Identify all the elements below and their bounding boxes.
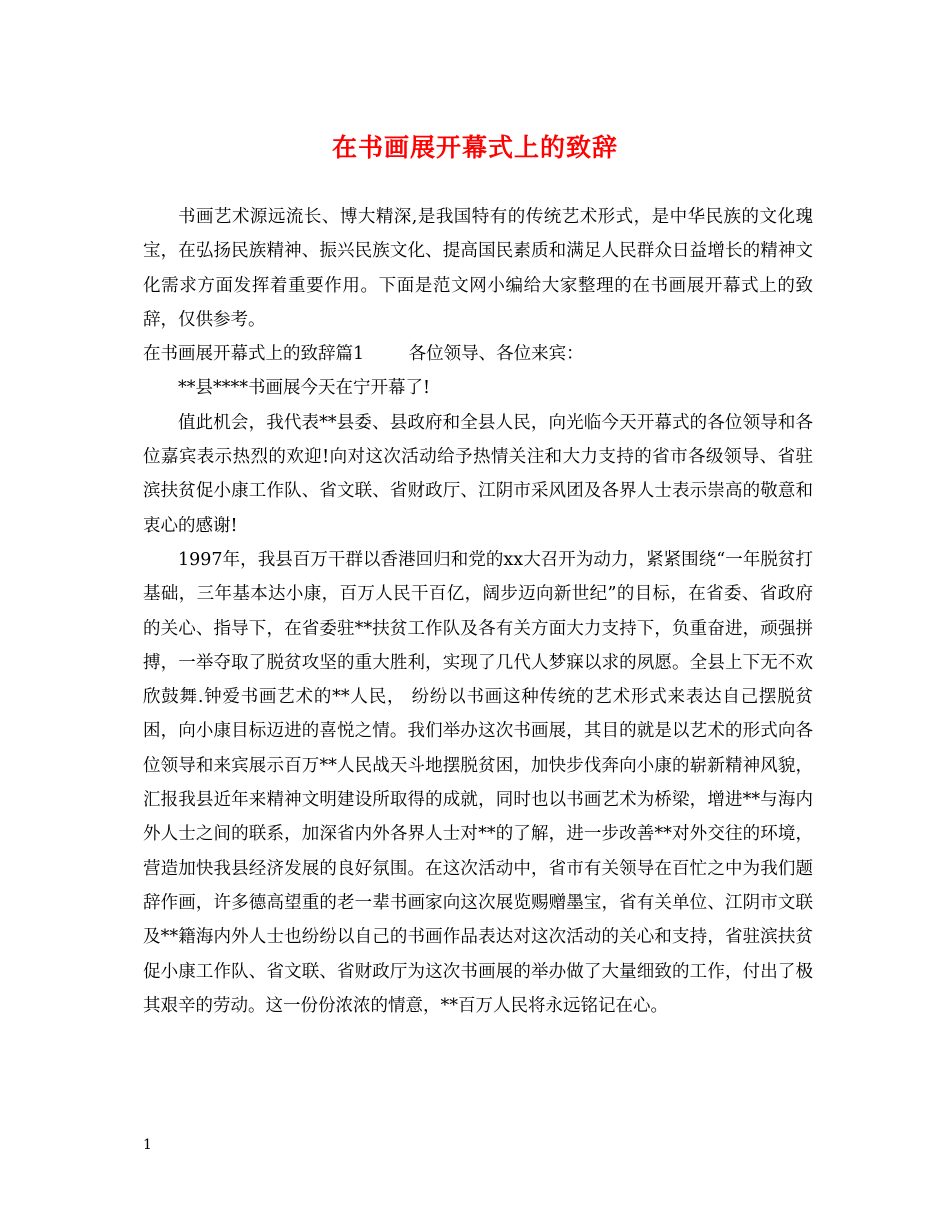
document-body: [143, 200, 813, 1023]
body-paragraph: 值此机会，我代表**县委、县政府和全县人民，向光临今天开幕式的各位领导和各位嘉宾表示热烈的欢迎!向对这次活动给予热情关注和大力支持的省市各级领导、省驻滨扶贫促小康工作队、省文联、省财政厅、江阴市采风团及各界人士表示崇高的敬意和衷心的感谢!: [143, 412, 813, 536]
body-paragraph: **县****书画展今天在宁开幕了!: [178, 378, 431, 399]
page-number: 1: [143, 1137, 152, 1153]
body-paragraph: 1997年，我县百万干群以香港回归和党的xx大召开为动力，紧紧围绕“一年脱贫打基础，三年基本达小康，百万人民干百亿，阔步迈向新世纪”的目标，在省委、省政府的关心、指导下，在省委驻**扶贫工作队及各有关方面大力支持下，负重奋进，顽强拼搏，一举夺取了脱贫攻坚的重大胜利，实现了几代人梦寐以求的夙愿。全县上下无不欢欣鼓舞.钟爱书画艺术的**人民， 纷纷以书画这种传统的艺术形式来表达自己摆脱贫困，向小康目标迈进的喜悦之情。我们举办这次书画展，其目的就是以艺术的形式向各位领导和来宾展示百万**人民战天斗地摆脱贫困，加快步伐奔向小康的崭新精神风貌，汇报我县近年来精神文明建设所取得的成就，同时也以书画艺术为桥梁，增进**与海内外人士之间的联系，加深省内外各界人士对**的了解，进一步改善**对外交往的环境，营造加快我县经济发展的良好氛围。在这次活动中，省市有关领导在百忙之中为我们题辞作画，许多德高望重的老一辈书画家向这次展览赐赠墨宝，省有关单位、江阴市文联及**籍海内外人士也纷纷以自己的书画作品表达对这次活动的关心和支持，省驻滨扶贫促小康工作队、省文联、省财政厅为这次书画展的举办做了大量细致的工作，付出了极其艰辛的劳动。这一份份浓浓的情意，**百万人民将永远铭记在心。: [143, 549, 813, 1016]
section-heading: 在书画展开幕式上的致辞篇1: [143, 344, 365, 365]
document-title: 在书画展开幕式上的致辞: [331, 133, 618, 162]
intro-paragraph: 书画艺术源远流长、博大精深,是我国特有的传统艺术形式，是中华民族的文化瑰宝，在弘扬民族精神、振兴民族文化、提高国民素质和满足人民群众日益增长的精神文化需求方面发挥着重要作用。下面是范文网小编给大家整理的在书画展开幕式上的致辞，仅供参考。: [143, 207, 813, 330]
salutation: 各位领导、各位来宾：: [408, 344, 584, 365]
section-heading-line: [143, 337, 813, 371]
